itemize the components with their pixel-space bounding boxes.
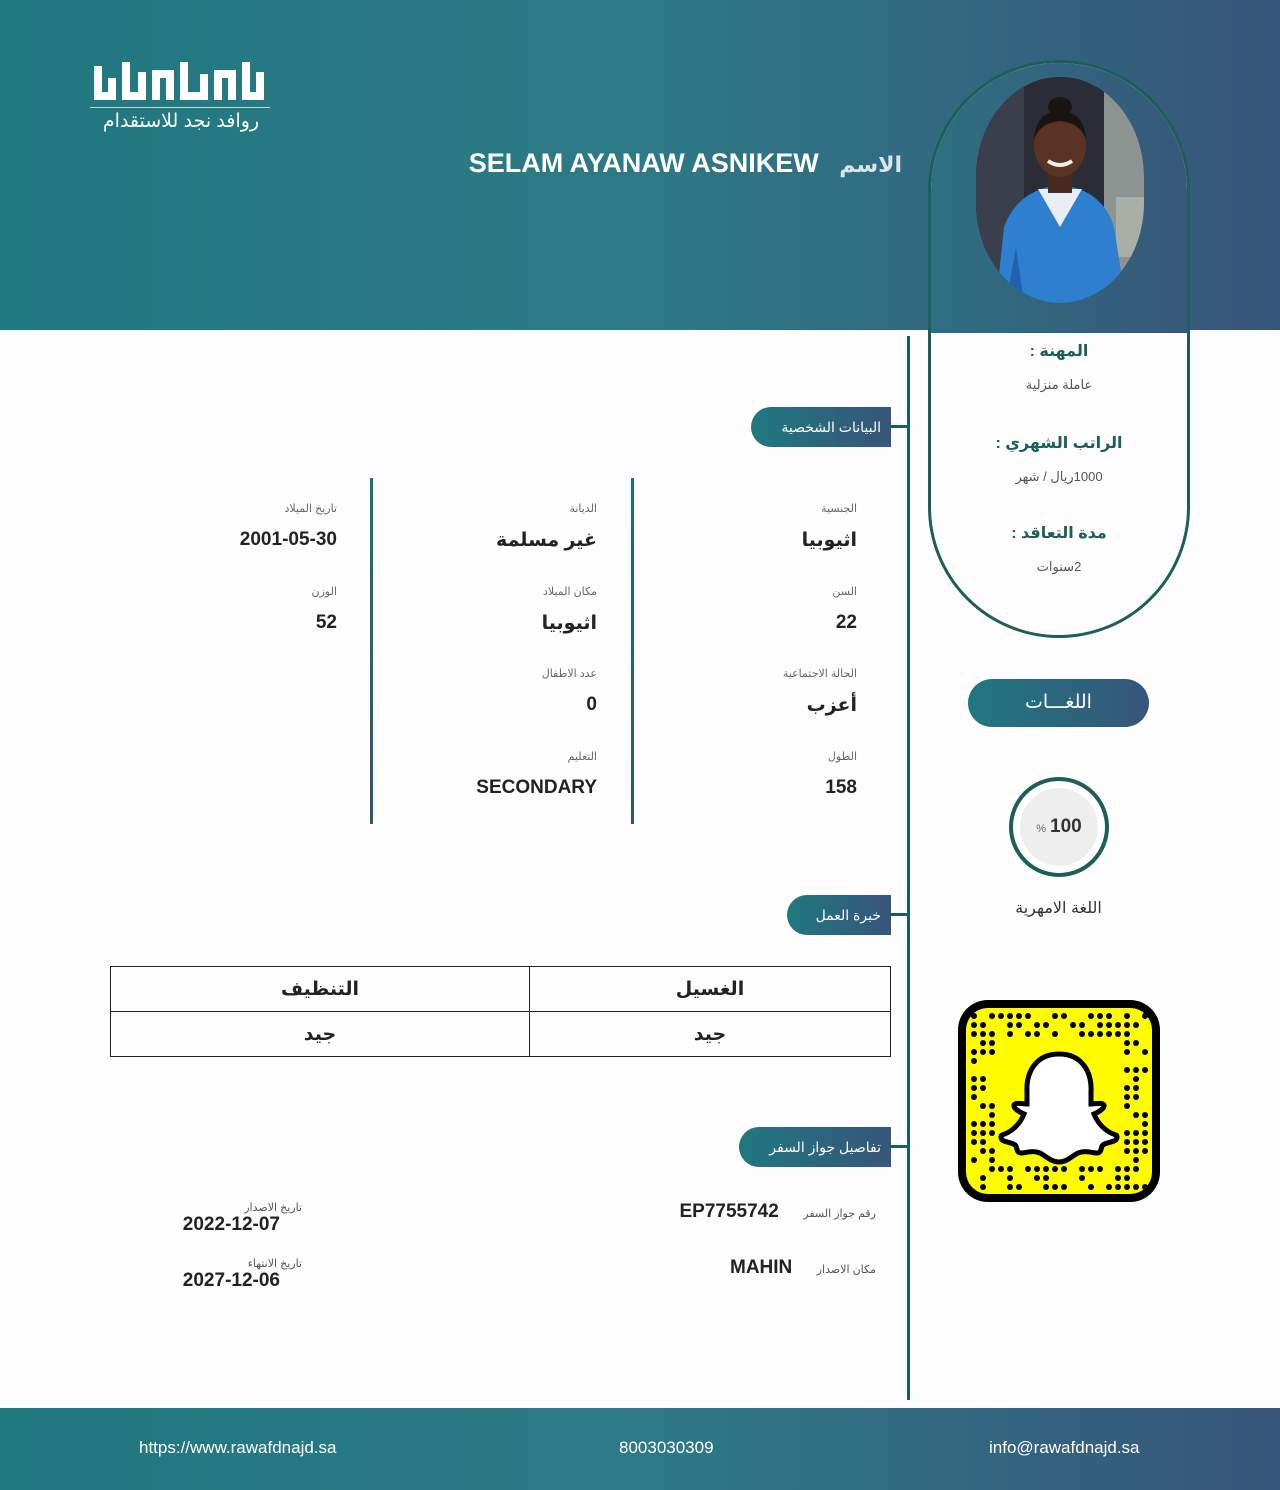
dob-value: 2001-05-30 bbox=[239, 529, 337, 550]
height-field bbox=[597, 750, 857, 799]
profile-card bbox=[928, 60, 1190, 638]
dob-field bbox=[77, 502, 337, 551]
passport-number-label: رقم جواز السفر bbox=[803, 1208, 876, 1220]
language-proficiency-ring bbox=[1009, 777, 1109, 877]
name-label: الاسم bbox=[839, 152, 902, 177]
table-cell: جيد bbox=[111, 1012, 530, 1057]
nationality-field bbox=[597, 502, 857, 552]
passport-number-value: EP7755742 bbox=[679, 1201, 779, 1222]
email-link[interactable]: info@rawafdnajd.sa bbox=[989, 1438, 1140, 1457]
phone-number[interactable]: 8003030309 bbox=[619, 1438, 714, 1457]
dob-label: تاريخ الميلاد bbox=[284, 503, 337, 515]
expiry-date-value: 2027-12-06 bbox=[182, 1270, 280, 1291]
issue-date-label: تاريخ الاصدار bbox=[244, 1202, 302, 1214]
section-passport-pill: تفاصيل جواز السفر bbox=[739, 1127, 891, 1167]
religion-value: غير مسلمة bbox=[496, 530, 597, 551]
logo-mark bbox=[92, 58, 267, 102]
percent-sign: % bbox=[1036, 823, 1047, 835]
timeline-line bbox=[907, 336, 910, 1400]
issue-date-field bbox=[183, 1201, 302, 1236]
nationality-label: الجنسية bbox=[821, 503, 857, 515]
education-field bbox=[337, 750, 597, 799]
religion-label: الديانة bbox=[569, 503, 597, 515]
website-link[interactable]: https://www.rawafdnajd.sa bbox=[139, 1438, 337, 1457]
children-label: عدد الاطفال bbox=[541, 668, 597, 680]
section-personal-pill: البيانات الشخصية bbox=[751, 407, 891, 447]
passport-number-row bbox=[680, 1201, 877, 1223]
expiry-date-label: تاريخ الانتهاء bbox=[247, 1258, 302, 1270]
logo-text: روافد نجد للاستقدام bbox=[102, 111, 260, 132]
age-field bbox=[597, 585, 857, 634]
issue-place-row bbox=[730, 1257, 876, 1279]
logo-divider bbox=[90, 107, 270, 108]
profession-field bbox=[931, 341, 1187, 393]
education-label: التعليم bbox=[567, 751, 597, 763]
table-header-cell: الغسيل bbox=[530, 967, 891, 1012]
height-label: الطول bbox=[827, 751, 857, 763]
contract-value: 2سنوات bbox=[1036, 559, 1082, 574]
children-field bbox=[337, 667, 597, 716]
weight-value: 52 bbox=[315, 612, 337, 633]
salary-field bbox=[931, 433, 1187, 485]
candidate-name-row bbox=[469, 148, 902, 179]
table-cell: جيد bbox=[530, 1012, 891, 1057]
children-value: 0 bbox=[586, 694, 597, 715]
languages-pill: اللغـــات bbox=[968, 679, 1149, 727]
age-value: 22 bbox=[835, 612, 857, 633]
issue-date-value: 2022-12-07 bbox=[182, 1214, 280, 1235]
pill-connector bbox=[890, 425, 908, 428]
education-value: SECONDARY bbox=[476, 777, 597, 798]
contract-label: مدة التعاقد : bbox=[1011, 525, 1107, 542]
company-logo bbox=[86, 58, 276, 138]
issue-place-label: مكان الاصدار bbox=[816, 1264, 876, 1276]
language-name: اللغة الامهرية bbox=[1015, 900, 1102, 917]
height-value: 158 bbox=[825, 777, 857, 798]
marital-field bbox=[597, 667, 857, 717]
weight-field bbox=[77, 585, 337, 634]
pill-connector bbox=[890, 1145, 908, 1148]
marital-value: أعزب bbox=[806, 695, 857, 716]
birthplace-label: مكان الميلاد bbox=[542, 586, 597, 598]
language-proficiency-inner bbox=[1020, 788, 1098, 866]
language-percent: 100 bbox=[1050, 816, 1082, 837]
snapchat-ghost-icon bbox=[966, 1008, 1152, 1194]
footer bbox=[0, 1408, 1280, 1490]
table-row bbox=[111, 1012, 891, 1057]
candidate-photo bbox=[976, 77, 1144, 303]
photo-illustration bbox=[976, 77, 1144, 303]
experience-table bbox=[110, 966, 891, 1057]
table-header-row bbox=[111, 967, 891, 1012]
weight-label: الوزن bbox=[311, 586, 337, 598]
salary-value: 1000ريال / شهر bbox=[1015, 469, 1103, 484]
profession-label: المهنة : bbox=[1029, 343, 1089, 360]
marital-label: الحالة الاجتماعية bbox=[782, 668, 857, 680]
religion-field bbox=[337, 502, 597, 552]
salary-label: الراتب الشهري : bbox=[995, 435, 1123, 452]
expiry-date-field bbox=[183, 1257, 302, 1292]
birthplace-field bbox=[337, 585, 597, 635]
age-label: السن bbox=[832, 586, 857, 598]
nationality-value: اثيوبيا bbox=[801, 530, 857, 551]
pill-connector bbox=[890, 913, 908, 916]
issue-place-value: MAHIN bbox=[730, 1257, 793, 1278]
table-header-cell: التنظيف bbox=[111, 967, 530, 1012]
snapcode[interactable] bbox=[958, 1000, 1160, 1202]
section-experience-pill: خبرة العمل bbox=[787, 895, 891, 935]
candidate-name: SELAM AYANAW ASNIKEW bbox=[468, 148, 819, 178]
contract-field bbox=[931, 523, 1187, 575]
birthplace-value: اثيوبيا bbox=[541, 613, 597, 634]
profession-value: عاملة منزلية bbox=[1025, 377, 1093, 392]
snapcode-inner bbox=[966, 1008, 1152, 1194]
